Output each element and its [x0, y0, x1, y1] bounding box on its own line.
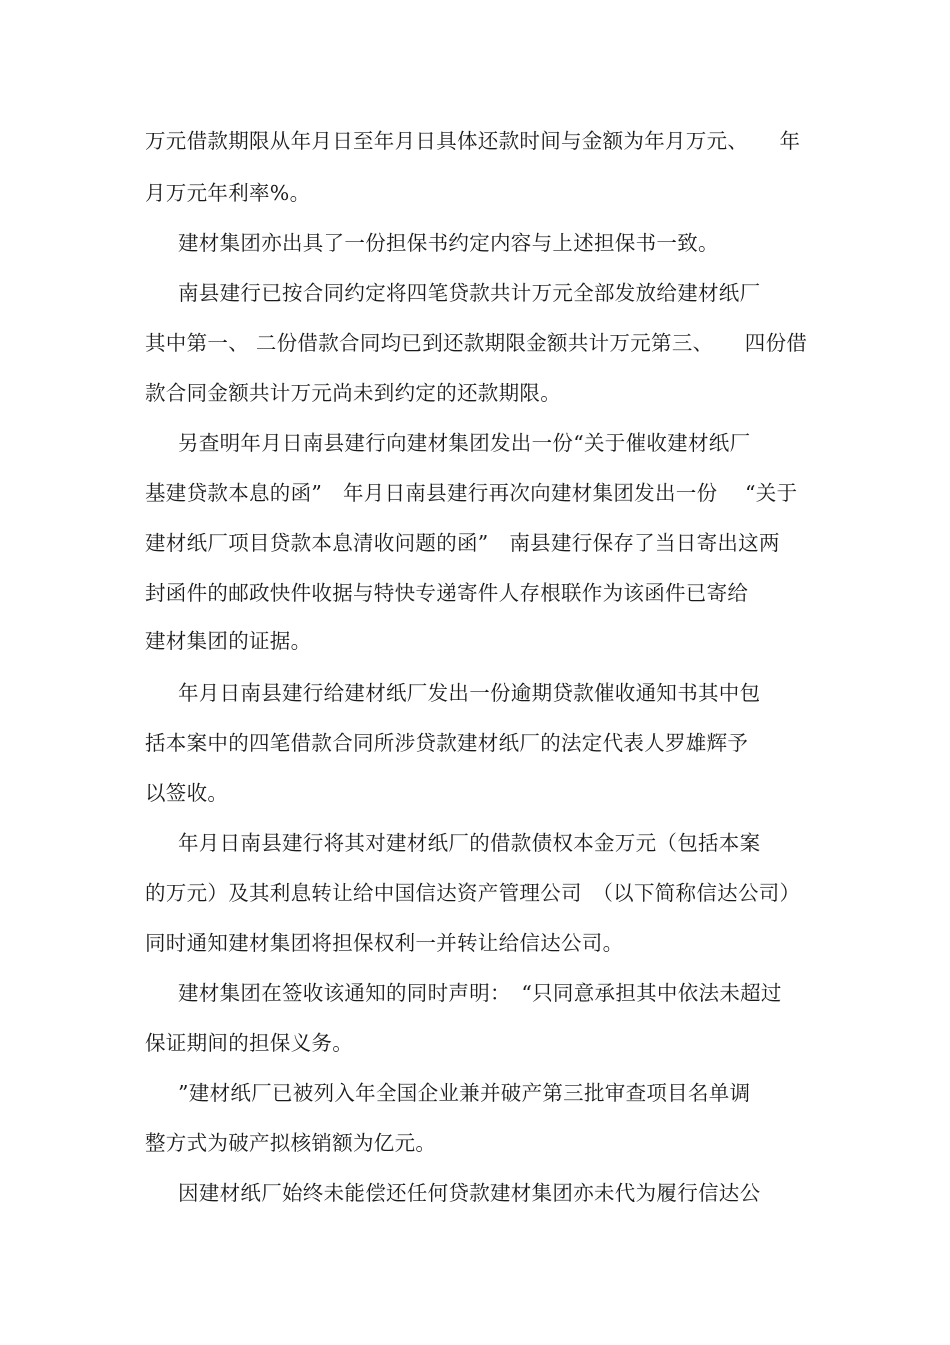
- text-line: 的万元）及其利息转让给中国信达资产管理公司 （以下简称信达公司）: [145, 881, 801, 905]
- paragraph-start: 年月日南县建行将其对建材纸厂的借款债权本金万元（包括本案: [178, 831, 761, 855]
- text-line: 封函件的邮政快件收据与特快专递寄件人存根联作为该函件已寄给: [145, 581, 749, 605]
- text-line: 建材集团的证据。: [145, 629, 312, 653]
- text-line: 保证期间的担保义务。: [145, 1031, 353, 1055]
- text-line: 整方式为破产拟核销额为亿元。: [145, 1131, 437, 1155]
- paragraph-start: 年月日南县建行给建材纸厂发出一份逾期贷款催收通知书其中包: [178, 681, 761, 705]
- text-line: 款合同金额共计万元尚未到约定的还款期限。: [145, 381, 561, 405]
- text-line: 其中第一、 二份借款合同均已到还款期限金额共计万元第三、 四份借: [145, 331, 808, 355]
- text-line: 月万元年利率%。: [145, 181, 311, 205]
- text-line: 同时通知建材集团将担保权利一并转让给信达公司。: [145, 931, 624, 955]
- text-line: 括本案中的四笔借款合同所涉贷款建材纸厂的法定代表人罗雄辉予: [145, 731, 749, 755]
- paragraph-start: 因建材纸厂始终未能偿还任何贷款建材集团亦未代为履行信达公: [178, 1181, 761, 1205]
- paragraph-start: ”建材纸厂已被列入年全国企业兼并破产第三批审查项目名单调: [178, 1081, 751, 1105]
- paragraph-start: 另查明年月日南县建行向建材集团发出一份“关于催收建材纸厂: [178, 431, 751, 455]
- text-line: 基建贷款本息的函” 年月日南县建行再次向建材集团发出一份 “关于: [145, 481, 798, 505]
- paragraph-start: 南县建行已按合同约定将四笔贷款共计万元全部发放给建材纸厂: [178, 281, 761, 305]
- text-line: 万元借款期限从年月日至年月日具体还款时间与金额为年月万元、 年: [145, 129, 801, 153]
- paragraph-start: 建材集团在签收该通知的同时声明： “只同意承担其中依法未超过: [178, 981, 782, 1005]
- text-line: 以签收。: [145, 781, 229, 805]
- text-line: 建材纸厂项目贷款本息清收问题的函” 南县建行保存了当日寄出这两: [145, 531, 780, 555]
- paragraph-start: 建材集团亦出具了一份担保书约定内容与上述担保书一致。: [178, 231, 719, 255]
